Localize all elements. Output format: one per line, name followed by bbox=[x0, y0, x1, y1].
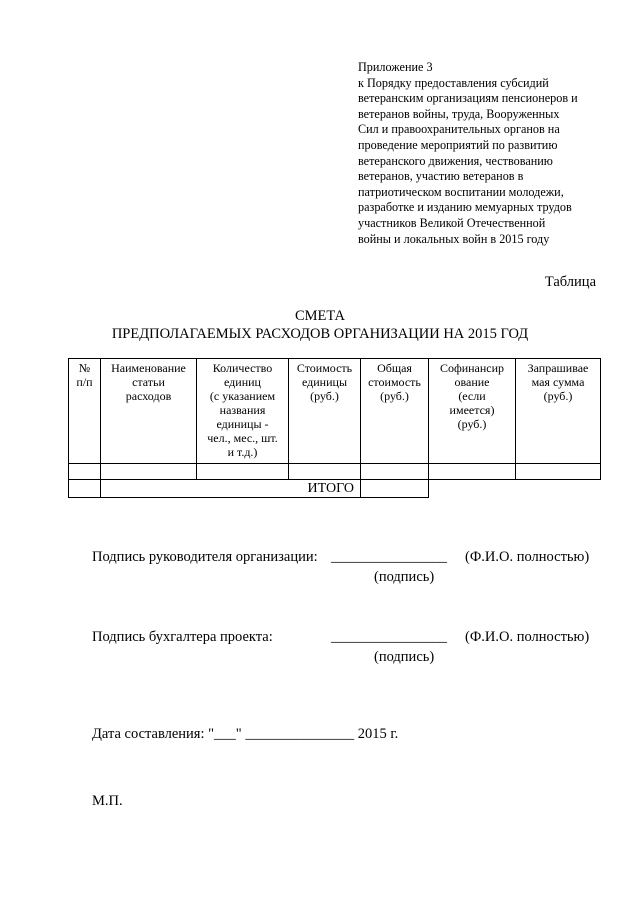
header-quantity: Количество единиц (с указанием названия единицы - чел., мес., шт. и т.д.) bbox=[197, 359, 289, 464]
date-line[interactable]: Дата составления: "___" _______________ 2015 г. bbox=[92, 726, 399, 742]
document-subtitle: ПРЕДПОЛАГАЕМЫХ РАСХОДОВ ОРГАНИЗАЦИИ НА 2015 ГОД bbox=[111, 326, 529, 342]
appendix-line: патриотическом воспитании молодежи, bbox=[358, 184, 564, 199]
head-signature-caption: (подпись) bbox=[374, 569, 435, 585]
table-cell[interactable] bbox=[69, 464, 101, 480]
appendix-line: войны и локальных войн в 2015 году bbox=[358, 231, 550, 246]
table-header-row bbox=[69, 359, 601, 464]
header-total-cost: Общая стоимость (руб.) bbox=[361, 359, 429, 464]
header-requested-amount: Запрашивае мая сумма (руб.) bbox=[516, 359, 601, 464]
head-signature-blank[interactable]: ________________ bbox=[331, 549, 447, 565]
table-cell bbox=[429, 480, 601, 498]
table-cell[interactable] bbox=[197, 464, 289, 480]
table-cell[interactable] bbox=[361, 464, 429, 480]
accountant-signature-caption: (подпись) bbox=[374, 649, 435, 665]
table-cell[interactable] bbox=[101, 464, 197, 480]
appendix-note bbox=[358, 60, 608, 247]
appendix-line: ветеранов войны, труда, Вооруженных bbox=[358, 106, 560, 121]
head-signature-label: Подпись руководителя организации: bbox=[92, 549, 318, 565]
header-cofinancing: Софинансир ование (если имеется) (руб.) bbox=[429, 359, 516, 464]
table-row bbox=[69, 464, 601, 480]
head-signature-line bbox=[92, 549, 318, 566]
accountant-fio-label: (Ф.И.О. полностью) bbox=[465, 629, 590, 645]
appendix-line: к Порядку предоставления субсидий bbox=[358, 75, 549, 90]
header-item-name: Наименование статьи расходов bbox=[101, 359, 197, 464]
estimate-table bbox=[68, 358, 601, 498]
total-cost-cell[interactable] bbox=[361, 480, 429, 498]
appendix-line: ветеранским организациям пенсионеров и bbox=[358, 91, 578, 106]
accountant-signature-label: Подпись бухгалтера проекта: bbox=[92, 629, 273, 645]
total-row bbox=[69, 480, 601, 498]
table-cell bbox=[69, 480, 101, 498]
document-title: СМЕТА bbox=[294, 308, 346, 324]
appendix-line: разработке и изданию мемуарных трудов bbox=[358, 200, 572, 215]
header-unit-cost: Стоимость единицы (руб.) bbox=[289, 359, 361, 464]
total-label: ИТОГО bbox=[101, 480, 361, 498]
table-cell[interactable] bbox=[516, 464, 601, 480]
appendix-line: ветеранского движения, чествованию bbox=[358, 153, 553, 168]
appendix-line: ветеранов, участию ветеранов в bbox=[358, 169, 524, 184]
appendix-line: участников Великой Отечественной bbox=[358, 215, 546, 230]
stamp-mark: М.П. bbox=[92, 793, 123, 809]
accountant-signature-blank[interactable]: ________________ bbox=[331, 629, 447, 645]
table-cell[interactable] bbox=[429, 464, 516, 480]
appendix-line: Сил и правоохранительных органов на bbox=[358, 122, 560, 137]
head-fio-label: (Ф.И.О. полностью) bbox=[465, 549, 590, 565]
appendix-line: проведение мероприятий по развитию bbox=[358, 137, 558, 152]
table-label: Таблица bbox=[544, 274, 596, 290]
appendix-line: Приложение 3 bbox=[358, 60, 433, 74]
table-cell[interactable] bbox=[289, 464, 361, 480]
header-number: № п/п bbox=[69, 359, 101, 464]
